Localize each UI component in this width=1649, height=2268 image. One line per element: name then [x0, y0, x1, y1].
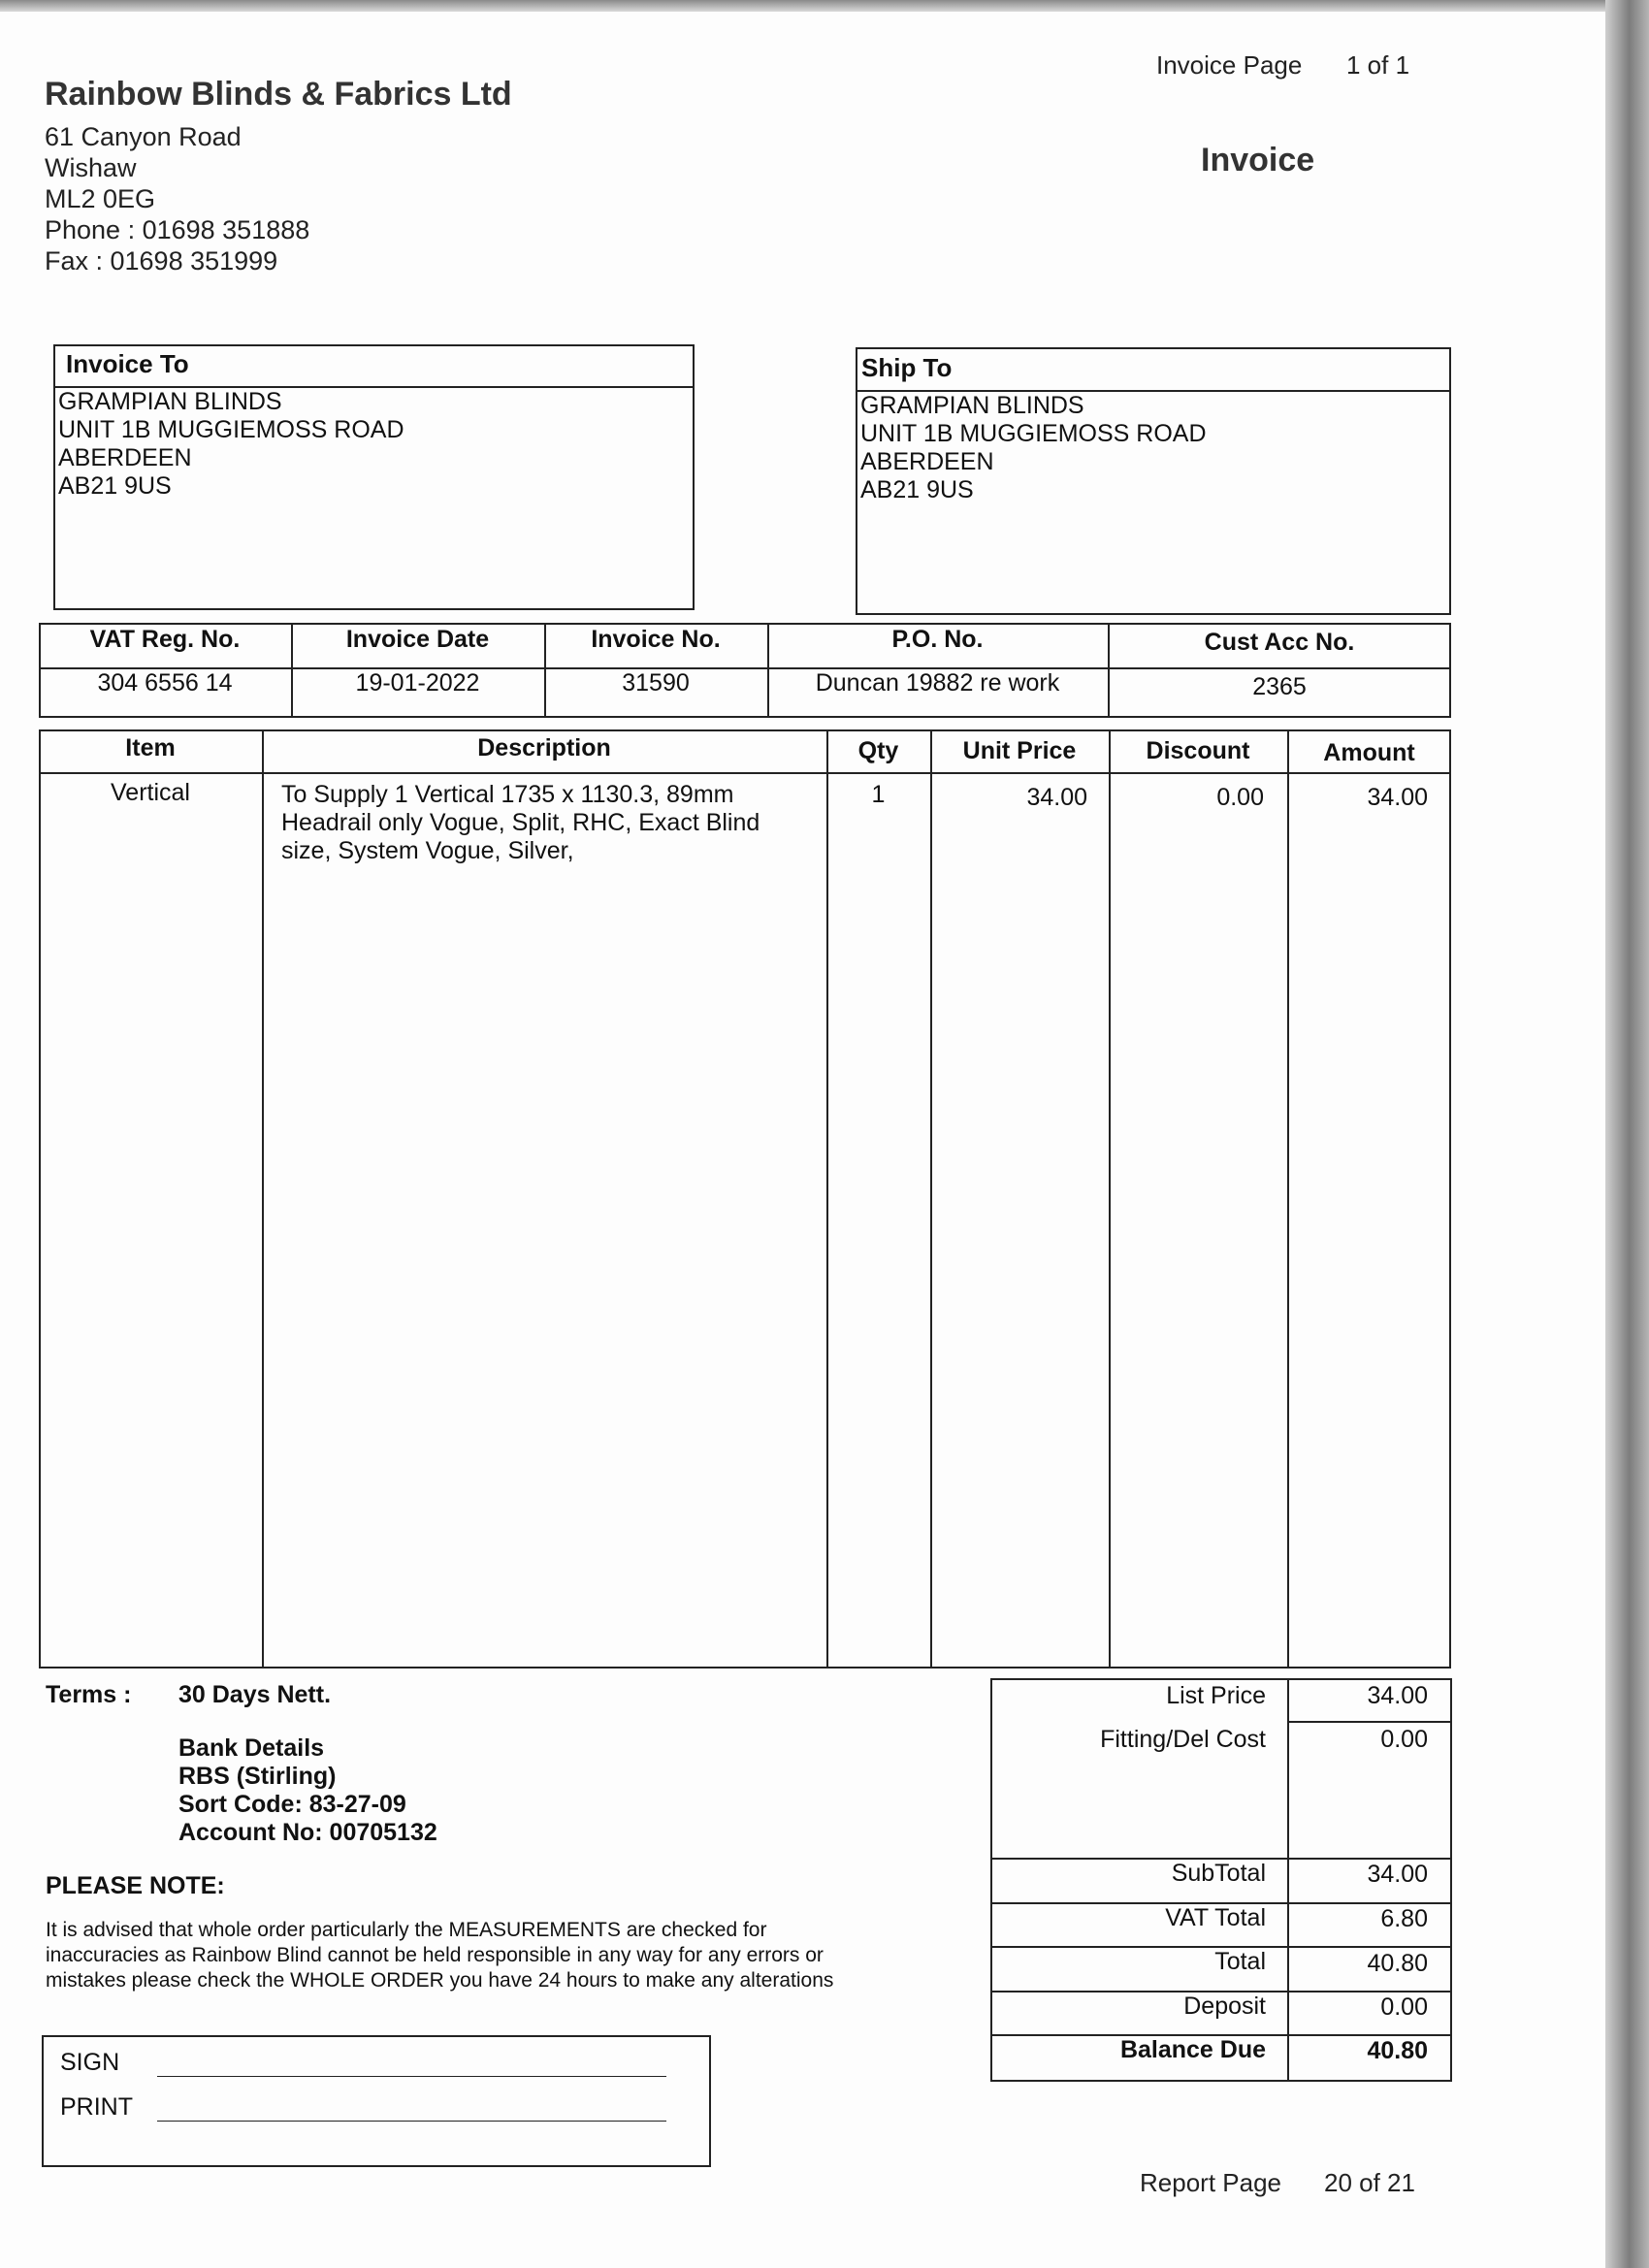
note-line: mistakes please check the WHOLE ORDER you have 24 hours to make any alterations	[46, 1969, 834, 1992]
note-line: inaccuracies as Rainbow Blind cannot be held responsible in any way for any errors or	[46, 1944, 824, 1966]
scan-edge-right	[1605, 0, 1649, 2268]
balance-due-value: 40.80	[1367, 2037, 1428, 2064]
bank-line: Bank Details	[178, 1734, 325, 1762]
list-price-value: 34.00	[1367, 1682, 1428, 1709]
sign-label: SIGN	[60, 2049, 120, 2076]
cust-acc-header: Cust Acc No.	[1204, 629, 1355, 656]
invoice-to-line: ABERDEEN	[58, 444, 192, 471]
ship-to-line: GRAMPIAN BLINDS	[860, 392, 1084, 419]
bank-line: Account No: 00705132	[178, 1819, 437, 1846]
vat-total-value: 6.80	[1380, 1905, 1428, 1932]
print-label: PRINT	[60, 2093, 133, 2121]
deposit-label: Deposit	[1183, 1993, 1266, 2020]
invoice-no-value: 31590	[622, 669, 690, 697]
vat-reg-header: VAT Reg. No.	[89, 626, 241, 653]
description-line: To Supply 1 Vertical 1735 x 1130.3, 89mm	[281, 781, 734, 808]
balance-due-label: Balance Due	[1119, 2036, 1266, 2063]
ship-to-line: ABERDEEN	[860, 448, 994, 475]
invoice-to-line: GRAMPIAN BLINDS	[58, 388, 282, 415]
invoice-date-value: 19-01-2022	[355, 669, 480, 697]
amount-header: Amount	[1323, 739, 1415, 766]
subtotal-value: 34.00	[1367, 1861, 1428, 1888]
description-cell	[281, 781, 760, 865]
total-label: Total	[1214, 1948, 1266, 1975]
invoice-page-label: Invoice Page	[1156, 50, 1303, 80]
document-title: Invoice	[1201, 142, 1315, 178]
invoice-to-line: AB21 9US	[58, 472, 172, 500]
fitting-value: 0.00	[1380, 1726, 1428, 1753]
vat-reg-value: 304 6556 14	[97, 669, 233, 697]
company-address-line: 61 Canyon Road	[45, 122, 242, 151]
company-name: Rainbow Blinds & Fabrics Ltd	[45, 76, 512, 113]
discount-header: Discount	[1146, 737, 1250, 764]
please-note-text	[46, 1918, 833, 1993]
invoice-page-value: 1 of 1	[1346, 50, 1410, 80]
sign-print-box	[42, 2035, 711, 2167]
invoice-to-line: UNIT 1B MUGGIEMOSS ROAD	[58, 416, 404, 443]
amount-cell: 34.00	[1367, 784, 1428, 811]
qty-cell: 1	[871, 781, 886, 808]
ship-to-line: AB21 9US	[860, 476, 974, 503]
note-line: It is advised that whole order particularly the MEASUREMENTS are checked for	[46, 1919, 767, 1941]
report-page-label: Report Page	[1140, 2168, 1281, 2197]
company-fax: Fax : 01698 351999	[45, 246, 278, 275]
please-note-heading: PLEASE NOTE:	[46, 1872, 225, 1899]
invoice-no-header: Invoice No.	[591, 626, 721, 653]
qty-header: Qty	[857, 737, 899, 764]
fitting-label: Fitting/Del Cost	[1100, 1726, 1266, 1753]
unit-price-cell: 34.00	[1026, 784, 1087, 811]
bank-line: Sort Code: 83-27-09	[178, 1791, 406, 1818]
items-table	[39, 729, 1451, 1669]
print-line	[157, 2121, 666, 2122]
cust-acc-value: 2365	[1252, 673, 1307, 700]
unit-price-header: Unit Price	[962, 737, 1077, 764]
description-line: size, System Vogue, Silver,	[281, 837, 574, 864]
sign-line	[157, 2076, 666, 2077]
invoice-date-header: Invoice Date	[345, 626, 490, 653]
description-header: Description	[477, 734, 611, 761]
deposit-value: 0.00	[1380, 1993, 1428, 2021]
total-value: 40.80	[1367, 1950, 1428, 1977]
subtotal-label: SubTotal	[1171, 1860, 1266, 1887]
scan-edge-top	[0, 0, 1649, 12]
terms-value: 30 Days Nett.	[178, 1681, 332, 1708]
item-cell: Vertical	[111, 779, 190, 806]
vat-total-label: VAT Total	[1165, 1904, 1266, 1931]
list-price-label: List Price	[1166, 1682, 1266, 1709]
report-page-value: 20 of 21	[1324, 2168, 1415, 2197]
ship-to-line: UNIT 1B MUGGIEMOSS ROAD	[860, 420, 1207, 447]
bank-details	[178, 1734, 437, 1847]
invoice-to-heading: Invoice To	[66, 349, 189, 378]
item-header: Item	[125, 734, 176, 761]
po-no-value: Duncan 19882 re work	[815, 669, 1060, 697]
company-address-line: ML2 0EG	[45, 184, 156, 213]
description-line: Headrail only Vogue, Split, RHC, Exact Blind	[281, 809, 760, 836]
discount-cell: 0.00	[1216, 784, 1264, 811]
bank-line: RBS (Stirling)	[178, 1763, 337, 1790]
po-no-header: P.O. No.	[891, 626, 984, 653]
ship-to-heading: Ship To	[861, 353, 953, 382]
terms-label: Terms :	[46, 1681, 132, 1708]
company-address-line: Wishaw	[45, 153, 137, 182]
company-phone: Phone : 01698 351888	[45, 215, 310, 244]
